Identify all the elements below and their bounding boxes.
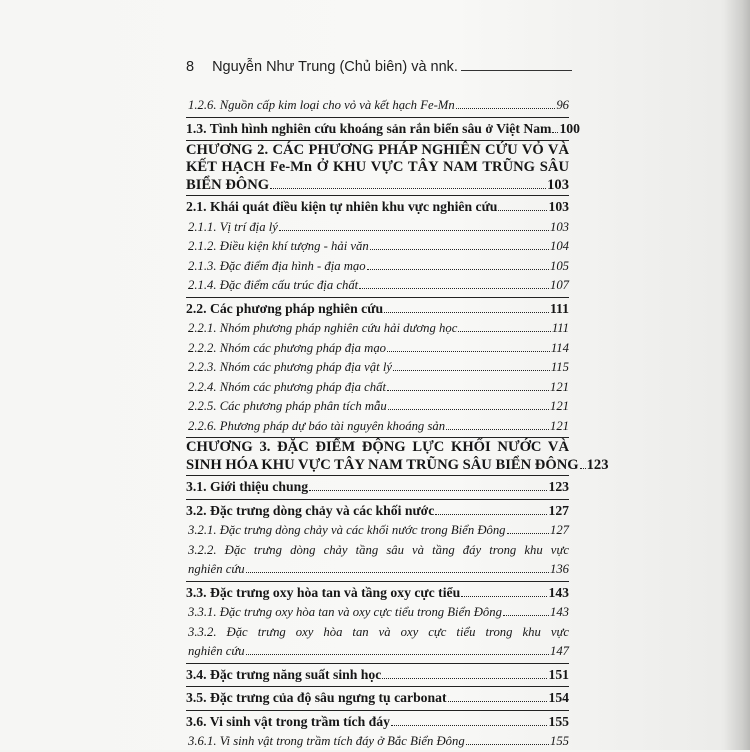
divider <box>186 195 569 196</box>
toc-entry-title: 2.2. Các phương pháp nghiên cứu <box>186 300 384 316</box>
toc-entry-title: 3.5. Đặc trưng của độ sâu ngưng tụ carbonat <box>186 690 447 705</box>
toc-entry-title: 2.1.2. Điều kiện khí tượng - hải văn <box>188 239 369 253</box>
toc-entry-3-2-2[interactable] <box>186 541 569 580</box>
dot-leader <box>393 370 550 371</box>
toc-entry-page: 123 <box>586 457 609 473</box>
dot-leader <box>359 288 549 289</box>
toc-entry-3-3-1[interactable] <box>186 603 569 623</box>
dot-leader <box>503 615 549 616</box>
toc-entry-1-2-6[interactable] <box>186 96 569 116</box>
divider <box>186 581 569 582</box>
toc-entry-2-2-2[interactable] <box>186 339 569 359</box>
divider <box>186 663 569 664</box>
toc-entry-title: 3.3. Đặc trưng oxy hòa tan và tầng oxy cực tiểu <box>186 584 461 600</box>
toc-entry-page: 111 <box>551 321 569 335</box>
toc-entry-title: 2.1.3. Đặc điểm địa hình - địa mạo <box>188 258 366 273</box>
toc-entry-title: 2.2.1. Nhóm phương pháp nghiên cứu hải dương học <box>188 321 458 335</box>
divider <box>186 686 569 687</box>
toc-entry-page: 123 <box>548 479 569 494</box>
chapter-title-line: CHƯƠNG 3. ĐẶC ĐIỂM ĐỘNG LỰC KHỐI NƯỚC VÀ <box>186 439 569 455</box>
toc-entry-3-3[interactable] <box>186 583 569 604</box>
toc-entry-title-line: 3.2.2. Đặc trưng dòng chảy tầng sâu và tầng đáy trong khu vực <box>188 542 569 557</box>
toc-entry-3-4[interactable] <box>186 665 569 686</box>
divider <box>186 140 569 141</box>
dot-leader <box>580 468 586 469</box>
dot-leader <box>435 514 547 515</box>
toc-entry-2-2-6[interactable] <box>186 417 569 437</box>
toc-entry-page: 155 <box>548 713 569 729</box>
dot-leader <box>446 429 549 430</box>
toc-entry-2-1-4[interactable] <box>186 276 569 296</box>
toc-entry-title: 2.2.2. Nhóm các phương pháp địa mạo <box>188 340 387 355</box>
dot-leader <box>552 132 558 133</box>
toc-entry-page: 136 <box>549 562 569 576</box>
toc-entry-2-2-1[interactable] <box>186 319 569 339</box>
toc-entry-page: 115 <box>550 360 569 374</box>
toc-entry-page: 104 <box>549 239 569 253</box>
divider <box>186 117 569 118</box>
dot-leader <box>461 596 547 597</box>
toc-entry-3-6-1[interactable] <box>186 732 569 752</box>
toc-entry-3-2-1[interactable] <box>186 521 569 541</box>
toc-entry-page: 100 <box>559 120 580 136</box>
toc-entry-title: 3.2. Đặc trưng dòng chảy và các khối nước <box>186 502 435 518</box>
divider <box>186 437 569 438</box>
chapter-title-last-line <box>186 176 569 194</box>
toc-entry-page: 127 <box>548 502 569 518</box>
toc-entry-2-1-1[interactable] <box>186 218 569 238</box>
toc-entry-title: 2.1.4. Đặc điểm cấu trúc địa chất <box>188 278 359 292</box>
toc-entry-3-3-2[interactable] <box>186 623 569 662</box>
toc-entry-title: 3.2.1. Đặc trưng dòng chảy và các khối nước trong Biển Đông <box>188 523 506 537</box>
divider <box>186 297 569 298</box>
toc-entry-page: 155 <box>549 734 569 748</box>
header-rule <box>461 70 572 71</box>
toc-entry-title: 2.2.3. Nhóm các phương pháp địa vật lý <box>188 360 392 374</box>
toc-entry-page: 151 <box>548 666 569 682</box>
chapter-title-line: CHƯƠNG 2. CÁC PHƯƠNG PHÁP NGHIÊN CỨU VỎ VÀ <box>186 142 569 158</box>
page-number: 8 <box>186 59 195 75</box>
toc-entry-title-line: 3.3.2. Đặc trưng oxy hòa tan và oxy cực tiểu trong khu vực <box>188 624 569 639</box>
divider <box>186 499 569 500</box>
dot-leader <box>507 533 549 534</box>
toc-entry-page: 121 <box>549 379 569 394</box>
dot-leader <box>246 572 549 573</box>
dot-leader <box>367 269 549 270</box>
dot-leader <box>388 409 549 410</box>
header-title: Nguyễn Như Trung (Chủ biên) và nnk. <box>212 59 458 75</box>
divider <box>186 710 569 711</box>
dot-leader <box>370 249 549 250</box>
toc-entry-title: 1.2.6. Nguồn cấp kim loại cho vỏ và kết hạch Fe-Mn <box>188 98 455 112</box>
toc-entry-title-last-line <box>188 642 569 662</box>
toc-entry-title: 3.1. Giới thiệu chung <box>186 479 309 494</box>
toc-entry-page: 143 <box>549 605 569 619</box>
table-of-contents <box>186 96 609 752</box>
dot-leader <box>382 678 547 679</box>
dot-leader <box>458 331 550 332</box>
page-edge-shadow <box>724 0 750 750</box>
toc-entry-title: 2.1.1. Vị trí địa lý <box>188 219 278 234</box>
toc-chapter-2[interactable] <box>186 142 569 194</box>
toc-entry-1-3[interactable] <box>186 119 580 140</box>
toc-entry-page: 107 <box>549 278 569 292</box>
toc-entry-title: 2.2.5. Các phương pháp phân tích mẫu <box>188 399 387 413</box>
running-header <box>186 53 572 75</box>
toc-entry-2-2[interactable] <box>186 299 569 320</box>
toc-entry-title: 2.1. Khái quát điều kiện tự nhiên khu vực nghiên cứu <box>186 199 498 214</box>
toc-entry-page: 121 <box>549 399 569 413</box>
toc-entry-title: 3.4. Đặc trưng năng suất sinh học <box>186 666 382 682</box>
dot-leader <box>456 108 556 109</box>
dot-leader <box>270 188 546 189</box>
toc-chapter-3[interactable] <box>186 439 609 474</box>
toc-entry-title: BIỂN ĐÔNG <box>186 177 270 193</box>
dot-leader <box>246 654 549 655</box>
toc-entry-page: 103 <box>547 177 569 193</box>
toc-entry-page: 127 <box>549 523 569 537</box>
dot-leader <box>384 312 549 313</box>
dot-leader <box>279 230 549 231</box>
dot-leader <box>498 210 547 211</box>
chapter-title-line: KẾT HẠCH Fe-Mn Ở KHU VỰC TÂY NAM TRŨNG SÂU <box>186 159 569 175</box>
toc-entry-2-2-4[interactable] <box>186 378 569 398</box>
toc-entry-3-2[interactable] <box>186 501 569 522</box>
dot-leader <box>466 744 549 745</box>
dot-leader <box>309 490 547 491</box>
toc-entry-page: 121 <box>549 418 569 433</box>
toc-entry-title: nghiên cứu <box>188 562 245 576</box>
dot-leader <box>391 725 548 726</box>
toc-entry-title: 2.2.6. Phương pháp dự báo tài nguyên khoáng sản <box>188 418 446 433</box>
toc-entry-title: 1.3. Tình hình nghiên cứu khoáng sản rắn biển sâu ở Việt Nam <box>186 120 552 136</box>
chapter-title-last-line <box>186 456 609 474</box>
dot-leader <box>387 351 550 352</box>
toc-entry-2-1-2[interactable] <box>186 237 569 257</box>
toc-entry-title: 3.3.1. Đặc trưng oxy hòa tan và oxy cực tiểu trong Biển Đông <box>188 605 502 619</box>
toc-entry-page: 96 <box>556 98 569 112</box>
toc-entry-title: 2.2.4. Nhóm các phương pháp địa chất <box>188 379 386 394</box>
toc-entry-title: nghiên cứu <box>188 644 245 658</box>
toc-entry-2-2-3[interactable] <box>186 358 569 378</box>
toc-entry-page: 154 <box>548 690 569 705</box>
toc-entry-title: SINH HÓA KHU VỰC TÂY NAM TRŨNG SÂU BIỂN ĐÔNG <box>186 457 579 473</box>
dot-leader <box>387 390 549 391</box>
toc-entry-page: 105 <box>549 258 569 273</box>
toc-entry-2-2-5[interactable] <box>186 397 569 417</box>
toc-entry-3-1[interactable] <box>186 477 569 498</box>
toc-entry-page: 143 <box>548 584 569 600</box>
divider <box>186 475 569 476</box>
toc-entry-title-last-line <box>188 560 569 580</box>
toc-entry-page: 147 <box>549 644 569 658</box>
toc-entry-title: 3.6.1. Vi sinh vật trong trầm tích đáy ở Bắc Biển Đông <box>188 734 465 748</box>
toc-entry-3-5[interactable] <box>186 688 569 709</box>
toc-entry-page: 103 <box>548 199 569 214</box>
toc-entry-page: 111 <box>549 300 569 316</box>
toc-entry-2-1[interactable] <box>186 197 569 218</box>
dot-leader <box>448 701 548 702</box>
toc-entry-3-6[interactable] <box>186 712 569 733</box>
toc-entry-page: 114 <box>550 340 569 355</box>
toc-entry-2-1-3[interactable] <box>186 257 569 277</box>
toc-entry-title: 3.6. Vi sinh vật trong trầm tích đáy <box>186 713 390 729</box>
toc-entry-page: 103 <box>549 219 569 234</box>
